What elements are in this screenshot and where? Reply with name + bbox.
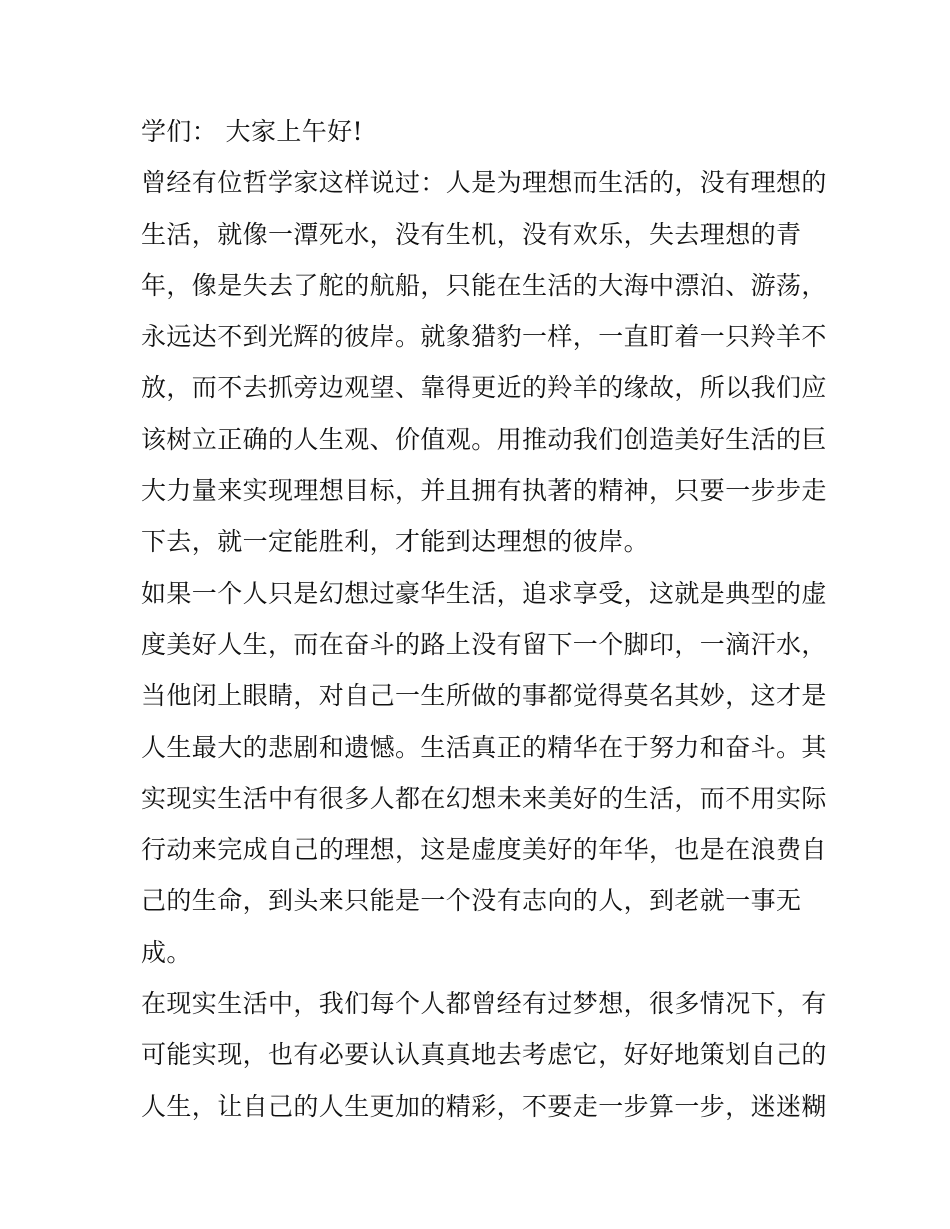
text-line: 如果一个人只是幻想过豪华生活，追求享受，这就是典型的虚 <box>141 578 827 608</box>
text-line: 曾经有位哲学家这样说过：人是为理想而生活的，没有理想的 <box>141 168 827 198</box>
text-line: 该树立正确的人生观、价值观。用推动我们创造美好生活的巨 <box>141 424 827 454</box>
text-line: 度美好人生，而在奋斗的路上没有留下一个脚印，一滴汗水， <box>141 629 827 659</box>
text-line: 在现实生活中，我们每个人都曾经有过梦想，很多情况下，有 <box>141 989 827 1019</box>
text-line: 永远达不到光辉的彼岸。就象猎豹一样，一直盯着一只羚羊不 <box>141 322 827 352</box>
text-line: 当他闭上眼睛，对自己一生所做的事都觉得莫名其妙，这才是 <box>141 681 827 711</box>
text-line: 人生最大的悲剧和遗憾。生活真正的精华在于努力和奋斗。其 <box>141 732 827 762</box>
text-line: 己的生命，到头来只能是一个没有志向的人，到老就一事无 <box>141 886 802 916</box>
text-line: 行动来完成自己的理想，这是虚度美好的年华，也是在浪费自 <box>141 835 827 865</box>
text-line: 可能实现，也有必要认认真真地去考虑它，好好地策划自己的 <box>141 1040 827 1070</box>
text-line: 放，而不去抓旁边观望、靠得更近的羚羊的缘故，所以我们应 <box>141 373 827 403</box>
text-line: 学们： 大家上午好! <box>141 117 363 146</box>
text-line: 生活，就像一潭死水，没有生机，没有欢乐，失去理想的青 <box>141 219 802 249</box>
text-line: 成。 <box>141 937 192 967</box>
text-line: 年，像是失去了舵的航船，只能在生活的大海中漂泊、游荡， <box>141 270 827 300</box>
text-line: 人生，让自己的人生更加的精彩，不要走一步算一步，迷迷糊 <box>141 1091 827 1121</box>
text-line: 实现实生活中有很多人都在幻想未来美好的生活，而不用实际 <box>141 783 827 813</box>
text-line: 大力量来实现理想目标，并且拥有执著的精神，只要一步步走 <box>141 476 827 506</box>
text-line: 下去，就一定能胜利，才能到达理想的彼岸。 <box>141 527 650 557</box>
document-body <box>141 106 827 1132</box>
